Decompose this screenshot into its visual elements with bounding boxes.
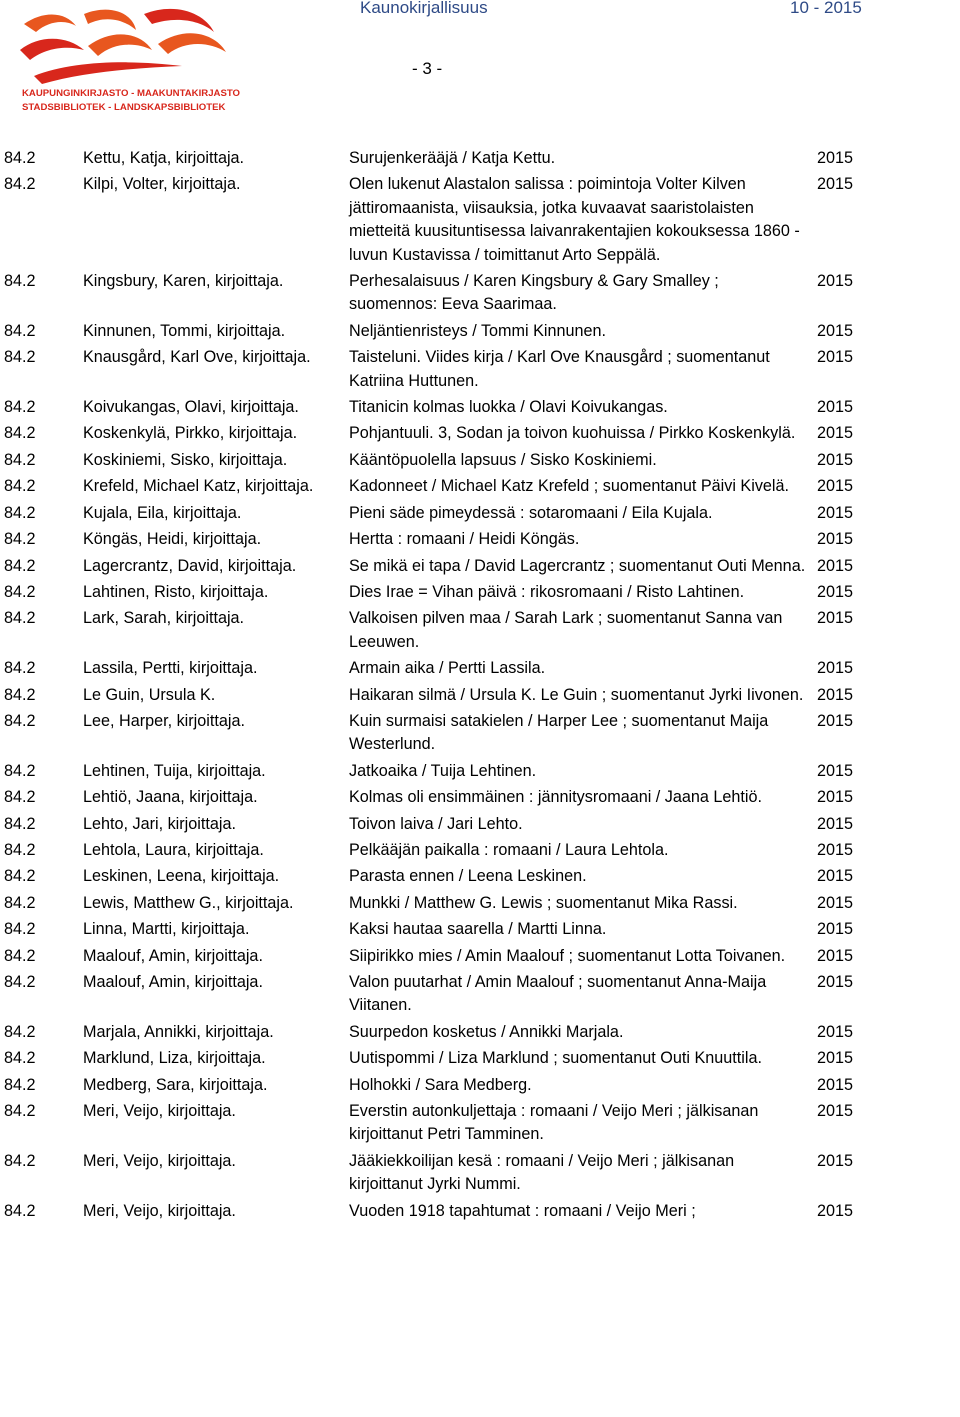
class-number: 84.2 bbox=[4, 711, 36, 730]
author: Koskenkylä, Pirkko, kirjoittaja. bbox=[83, 424, 298, 443]
class-number: 84.2 bbox=[4, 556, 36, 575]
year: 2015 bbox=[817, 149, 854, 167]
catalog-row bbox=[0, 918, 960, 941]
catalog-list bbox=[0, 147, 960, 1226]
title: Neljäntienristeys / Tommi Kinnunen. bbox=[349, 321, 607, 340]
class-number: 84.2 bbox=[4, 761, 36, 780]
class-number: 84.2 bbox=[4, 788, 36, 807]
year: 2015 bbox=[817, 609, 854, 628]
title: Dies Irae = Vihan päivä : rikosromaani / Risto Lahtinen. bbox=[349, 582, 745, 601]
year: 2015 bbox=[817, 893, 854, 912]
year: 2015 bbox=[817, 477, 854, 496]
class-number: 84.2 bbox=[4, 398, 36, 417]
class-number: 84.2 bbox=[4, 1022, 36, 1041]
catalog-row bbox=[0, 1150, 960, 1197]
catalog-row bbox=[0, 147, 960, 170]
catalog-row bbox=[0, 581, 960, 604]
page-number: - 3 - bbox=[412, 59, 443, 78]
header-date: 10 - 2015 bbox=[790, 0, 862, 17]
title: Hertta : romaani / Heidi Köngäs. bbox=[349, 530, 580, 549]
catalog-row bbox=[0, 475, 960, 498]
class-number: 84.2 bbox=[4, 321, 36, 340]
catalog-row bbox=[0, 1074, 960, 1097]
title: Surujenkerääjä / Katja Kettu. bbox=[349, 149, 556, 167]
year: 2015 bbox=[817, 867, 854, 886]
author: Koivukangas, Olavi, kirjoittaja. bbox=[83, 398, 299, 417]
title: Se mikä ei tapa / David Lagercrantz ; suomentanut Outi Menna. bbox=[349, 556, 806, 575]
catalog-row bbox=[0, 839, 960, 862]
class-number: 84.2 bbox=[4, 973, 36, 991]
catalog-row bbox=[0, 422, 960, 445]
year: 2015 bbox=[817, 503, 854, 522]
header-category: Kaunokirjallisuus bbox=[360, 0, 488, 17]
class-number: 84.2 bbox=[4, 424, 36, 443]
author: Meri, Veijo, kirjoittaja. bbox=[83, 1201, 236, 1220]
year: 2015 bbox=[817, 556, 854, 575]
year: 2015 bbox=[817, 348, 854, 367]
title: Taisteluni. Viides kirja / Karl Ove Knausgård ; suomentanut Katriina Huttunen. bbox=[349, 348, 770, 390]
catalog-row bbox=[0, 173, 960, 267]
title: Armain aika / Pertti Lassila. bbox=[349, 659, 546, 678]
class-number: 84.2 bbox=[4, 946, 36, 965]
title: Kääntöpuolella lapsuus / Sisko Koskiniemi. bbox=[349, 450, 657, 469]
author: Medberg, Sara, kirjoittaja. bbox=[83, 1075, 268, 1094]
catalog-row bbox=[0, 1100, 960, 1147]
year: 2015 bbox=[817, 840, 854, 859]
author: Meri, Veijo, kirjoittaja. bbox=[83, 1151, 236, 1170]
catalog-row bbox=[0, 396, 960, 419]
class-number: 84.2 bbox=[4, 609, 36, 628]
author: Krefeld, Michael Katz, kirjoittaja. bbox=[83, 477, 314, 496]
title: Munkki / Matthew G. Lewis ; suomentanut Mika Rassi. bbox=[349, 893, 738, 912]
class-number: 84.2 bbox=[4, 503, 36, 522]
title: Kolmas oli ensimmäinen : jännitysromaani / Jaana Lehtiö. bbox=[349, 788, 762, 807]
title: Kaksi hautaa saarella / Martti Linna. bbox=[349, 920, 607, 939]
year: 2015 bbox=[817, 1151, 854, 1170]
class-number: 84.2 bbox=[4, 893, 36, 912]
catalog-row bbox=[0, 346, 960, 393]
class-number: 84.2 bbox=[4, 867, 36, 886]
class-number: 84.2 bbox=[4, 659, 36, 678]
title: Vuoden 1918 tapahtumat : romaani / Veijo Meri ; bbox=[349, 1201, 696, 1220]
class-number: 84.2 bbox=[4, 1049, 36, 1068]
author: Marjala, Annikki, kirjoittaja. bbox=[83, 1022, 274, 1041]
title: Valkoisen pilven maa / Sarah Lark ; suomentanut Sanna van Leeuwen. bbox=[349, 609, 783, 651]
catalog-row bbox=[0, 449, 960, 472]
catalog-row bbox=[0, 865, 960, 888]
author: Meri, Veijo, kirjoittaja. bbox=[83, 1102, 236, 1121]
year: 2015 bbox=[817, 450, 854, 469]
catalog-row bbox=[0, 892, 960, 915]
year: 2015 bbox=[817, 920, 854, 939]
class-number: 84.2 bbox=[4, 920, 36, 939]
catalog-row bbox=[0, 502, 960, 525]
year: 2015 bbox=[817, 1075, 854, 1094]
class-number: 84.2 bbox=[4, 348, 36, 367]
wave-logo-icon bbox=[14, 6, 244, 118]
year: 2015 bbox=[817, 685, 854, 704]
class-number: 84.2 bbox=[4, 1102, 36, 1121]
title: Pelkääjän paikalla : romaani / Laura Lehtola. bbox=[349, 840, 669, 859]
title: Everstin autonkuljettaja : romaani / Veijo Meri ; jälkisanan kirjoittanut Petri Tamminen. bbox=[349, 1102, 759, 1144]
catalog-row bbox=[0, 607, 960, 654]
catalog-row bbox=[0, 1021, 960, 1044]
author: Lehtola, Laura, kirjoittaja. bbox=[83, 840, 264, 859]
title: Titanicin kolmas luokka / Olavi Koivukangas. bbox=[349, 398, 668, 417]
catalog-row bbox=[0, 971, 960, 1018]
class-number: 84.2 bbox=[4, 530, 36, 549]
year: 2015 bbox=[817, 582, 854, 601]
author: Maalouf, Amin, kirjoittaja. bbox=[83, 973, 263, 991]
author: Kettu, Katja, kirjoittaja. bbox=[83, 149, 245, 167]
author: Lagercrantz, David, kirjoittaja. bbox=[83, 556, 297, 575]
logo-line-2: STADSBIBLIOTEK - LANDSKAPSBIBLIOTEK bbox=[22, 102, 226, 113]
author: Lehto, Jari, kirjoittaja. bbox=[83, 814, 236, 833]
title: Olen lukenut Alastalon salissa : poimintoja Volter Kilven jättiromaanista, viisauksia, jotka kuvaavat saaristolaisten mietteitä kuusituntisessa laivanrakentajien kokouksessa 1860 -luvun Kustavissa / toimittanut Arto Seppälä. bbox=[349, 175, 800, 264]
author: Köngäs, Heidi, kirjoittaja. bbox=[83, 530, 262, 549]
year: 2015 bbox=[817, 530, 854, 549]
class-number: 84.2 bbox=[4, 1201, 36, 1220]
library-logo bbox=[14, 6, 244, 118]
title: Pohjantuuli. 3, Sodan ja toivon kuohuissa / Pirkko Koskenkylä. bbox=[349, 424, 796, 443]
title: Uutispommi / Liza Marklund ; suomentanut Outi Knuuttila. bbox=[349, 1049, 762, 1068]
class-number: 84.2 bbox=[4, 1075, 36, 1094]
title: Pieni säde pimeydessä : sotaromaani / Eila Kujala. bbox=[349, 503, 713, 522]
author: Lahtinen, Risto, kirjoittaja. bbox=[83, 582, 269, 601]
year: 2015 bbox=[817, 1022, 854, 1041]
year: 2015 bbox=[817, 659, 854, 678]
title: Jääkiekkoilijan kesä : romaani / Veijo Meri ; jälkisanan kirjoittanut Jyrki Nummi. bbox=[349, 1151, 735, 1194]
logo-line-1: KAUPUNGINKIRJASTO - MAAKUNTAKIRJASTO bbox=[22, 88, 240, 99]
class-number: 84.2 bbox=[4, 272, 36, 291]
catalog-row bbox=[0, 945, 960, 968]
year: 2015 bbox=[817, 424, 854, 443]
catalog-row bbox=[0, 684, 960, 707]
catalog-row bbox=[0, 813, 960, 836]
author: Lassila, Pertti, kirjoittaja. bbox=[83, 659, 258, 678]
year: 2015 bbox=[817, 321, 854, 340]
catalog-row bbox=[0, 270, 960, 317]
year: 2015 bbox=[817, 272, 854, 291]
year: 2015 bbox=[817, 711, 854, 730]
year: 2015 bbox=[817, 398, 854, 417]
author: Koskiniemi, Sisko, kirjoittaja. bbox=[83, 450, 288, 469]
title: Kadonneet / Michael Katz Krefeld ; suomentanut Päivi Kivelä. bbox=[349, 477, 790, 496]
title: Toivon laiva / Jari Lehto. bbox=[349, 814, 523, 833]
year: 2015 bbox=[817, 788, 854, 807]
class-number: 84.2 bbox=[4, 450, 36, 469]
title: Jatkoaika / Tuija Lehtinen. bbox=[349, 761, 537, 780]
class-number: 84.2 bbox=[4, 477, 36, 496]
year: 2015 bbox=[817, 814, 854, 833]
year: 2015 bbox=[817, 175, 854, 194]
catalog-row bbox=[0, 320, 960, 343]
class-number: 84.2 bbox=[4, 1151, 36, 1170]
title: Holhokki / Sara Medberg. bbox=[349, 1075, 532, 1094]
author: Kingsbury, Karen, kirjoittaja. bbox=[83, 272, 284, 291]
catalog-row bbox=[0, 555, 960, 578]
author: Lee, Harper, kirjoittaja. bbox=[83, 711, 245, 730]
catalog-row bbox=[0, 786, 960, 809]
title: Valon puutarhat / Amin Maalouf ; suomentanut Anna-Maija Viitanen. bbox=[349, 973, 767, 1015]
class-number: 84.2 bbox=[4, 175, 36, 194]
author: Kinnunen, Tommi, kirjoittaja. bbox=[83, 321, 286, 340]
title: Suurpedon kosketus / Annikki Marjala. bbox=[349, 1022, 624, 1041]
year: 2015 bbox=[817, 1049, 854, 1068]
author: Lark, Sarah, kirjoittaja. bbox=[83, 609, 245, 628]
year: 2015 bbox=[817, 946, 854, 965]
catalog-row bbox=[0, 710, 960, 757]
title: Siipirikko mies / Amin Maalouf ; suomentanut Lotta Toivanen. bbox=[349, 946, 786, 965]
author: Marklund, Liza, kirjoittaja. bbox=[83, 1049, 266, 1068]
catalog-row bbox=[0, 657, 960, 680]
class-number: 84.2 bbox=[4, 582, 36, 601]
author: Kilpi, Volter, kirjoittaja. bbox=[83, 175, 241, 194]
title: Perhesalaisuus / Karen Kingsbury & Gary Smalley ; suomennos: Eeva Saarimaa. bbox=[349, 272, 719, 314]
class-number: 84.2 bbox=[4, 840, 36, 859]
author: Knausgård, Karl Ove, kirjoittaja. bbox=[83, 348, 311, 367]
class-number: 84.2 bbox=[4, 149, 36, 167]
title: Kuin surmaisi satakielen / Harper Lee ; suomentanut Maija Westerlund. bbox=[349, 711, 769, 754]
year: 2015 bbox=[817, 1201, 854, 1220]
catalog-row bbox=[0, 1200, 960, 1223]
author: Lehtinen, Tuija, kirjoittaja. bbox=[83, 761, 266, 780]
year: 2015 bbox=[817, 1102, 854, 1121]
title: Parasta ennen / Leena Leskinen. bbox=[349, 867, 587, 886]
year: 2015 bbox=[817, 973, 854, 991]
author: Leskinen, Leena, kirjoittaja. bbox=[83, 867, 280, 886]
year: 2015 bbox=[817, 761, 854, 780]
author: Maalouf, Amin, kirjoittaja. bbox=[83, 946, 263, 965]
author: Le Guin, Ursula K. bbox=[83, 685, 216, 704]
catalog-row bbox=[0, 760, 960, 783]
author: Lewis, Matthew G., kirjoittaja. bbox=[83, 893, 294, 912]
class-number: 84.2 bbox=[4, 814, 36, 833]
catalog-row bbox=[0, 1047, 960, 1070]
catalog-row bbox=[0, 528, 960, 551]
author: Lehtiö, Jaana, kirjoittaja. bbox=[83, 788, 258, 807]
author: Kujala, Eila, kirjoittaja. bbox=[83, 503, 242, 522]
class-number: 84.2 bbox=[4, 685, 36, 704]
title: Haikaran silmä / Ursula K. Le Guin ; suomentanut Jyrki Iivonen. bbox=[349, 685, 804, 704]
author: Linna, Martti, kirjoittaja. bbox=[83, 920, 250, 939]
